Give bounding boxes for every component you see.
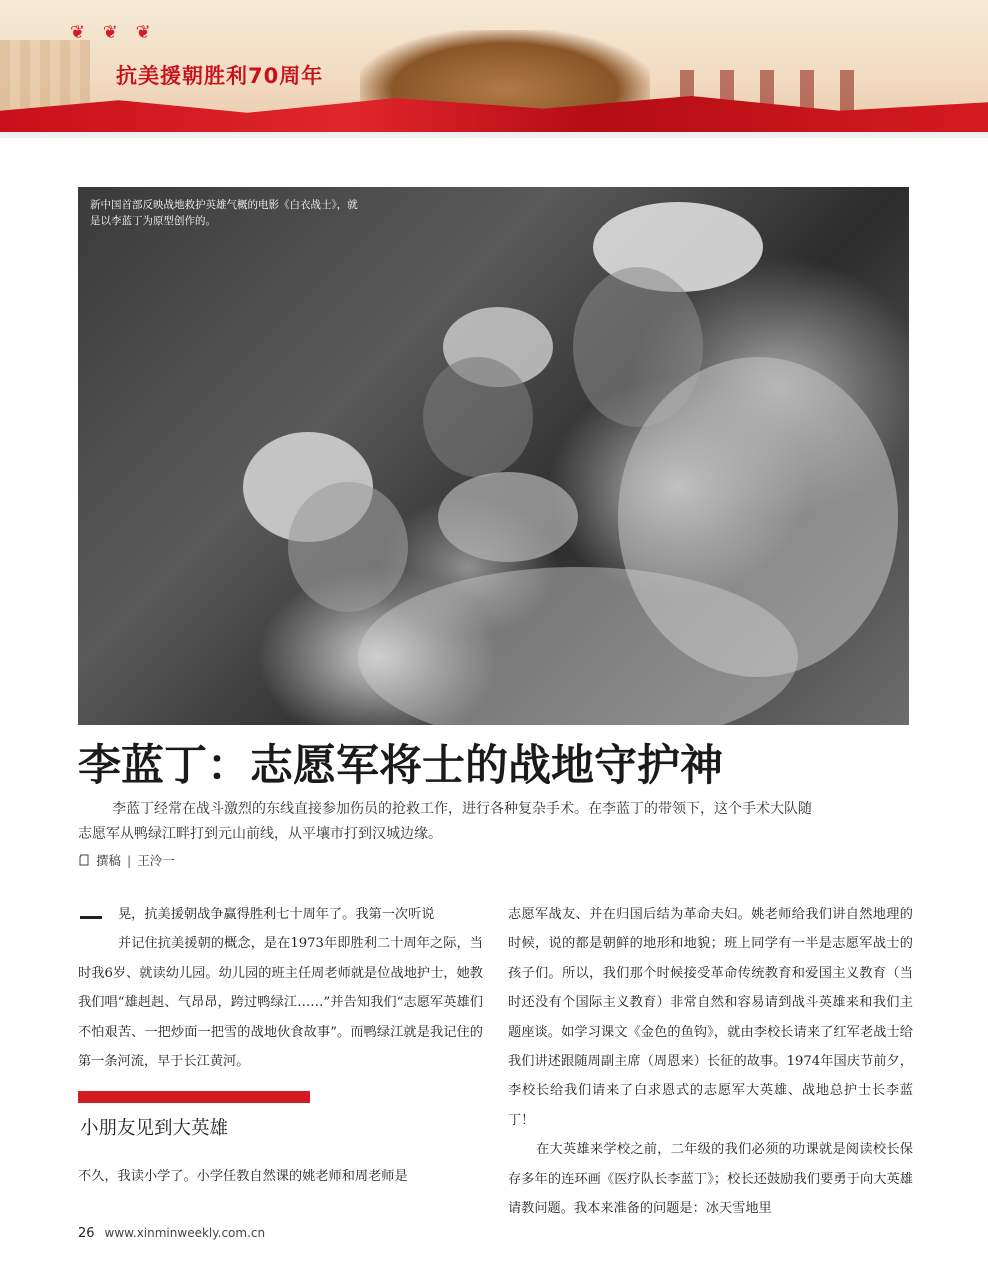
body-column-left	[78, 900, 483, 1076]
photo-figures-graphic	[78, 187, 909, 725]
byline-separator: |	[127, 852, 132, 868]
page-footer	[78, 1226, 265, 1241]
byline-label: 撰稿	[96, 853, 122, 868]
byline	[78, 851, 175, 869]
banner-divider	[0, 132, 988, 138]
article-lede: 李蓝丁经常在战斗激烈的东线直接参加伤员的抢救工作，进行各种复杂手术。在李蓝丁的带领下，这个手术大队随志愿军从鸭绿江畔打到元山前线，从平壤市打到汉城边缘。	[78, 801, 812, 842]
page-number: 26	[78, 1226, 95, 1241]
paragraph-4: 在大英雄来学校之前，二年级的我们必须的功课就是阅读校长保存多年的连环画《医疗队长李蓝丁》；校长还鼓励我们要勇于向大英雄请教问题。我本来准备的问题是：冰天雪地里	[508, 1142, 913, 1217]
website-url: www.xinminweekly.com.cn	[104, 1226, 266, 1240]
paragraph-3: 志愿军战友、并在归国后结为革命夫妇。姚老师给我们讲自然地理的时候，说的都是朝鲜的地形和地貌；班上同学有一半是志愿军战士的孩子们。所以，我们那个时候接受革命传统教育和爱国主义教育（当时还没有个国际主义教育）非常自然和容易请到战斗英雄来和我们主题座谈。如学习课文《金色的鱼钩》，就由李校长请来了红军老战士给我们讲述跟随周副主席（周恩来）长征的故事。1974年国庆节前夕，李校长给我们请来了白求恩式的志愿军大英雄、战地总护士长李蓝丁！	[508, 907, 913, 1128]
paragraph-2: 不久，我读小学了。小学任教自然课的姚老师和周老师是	[78, 1169, 408, 1184]
byline-author: 王泠一	[137, 853, 175, 868]
paragraph-1-body: 并记住抗美援朝的概念，是在1973年即胜利二十周年之际，当时我6岁、就读幼儿园。幼儿园的班主任周老师就是位战地护士，她教我们唱“雄赳赳、气昂昂，跨过鸭绿江……”并告知我们“志愿军英雄们不怕艰苦、一把炒面一把雪的战地伙食故事”。而鸭绿江就是我记住的第一条河流，早于长江黄河。	[78, 936, 483, 1070]
section-accent-bar	[78, 1091, 310, 1103]
section-title: 抗美援朝胜利70周年	[116, 64, 324, 88]
doves-icon: ❦ ❦ ❦	[70, 22, 157, 43]
photo-caption: 新中国首部反映战地救护英雄气概的电影《白衣战士》，就是以李蓝丁为原型创作的。	[90, 199, 358, 227]
header-banner	[0, 0, 988, 138]
article-headline: 李蓝丁：志愿军将士的战地守护神	[78, 741, 723, 791]
paragraph-1-line-1: 晃，抗美援朝战争赢得胜利七十周年了。我第一次听说	[118, 907, 435, 922]
body-column-right	[508, 900, 913, 1223]
film-still-photo	[78, 187, 909, 725]
edit-document-icon	[78, 854, 90, 866]
body-column-left-lower	[78, 1162, 483, 1191]
section-subheading: 小朋友见到大英雄	[80, 1118, 229, 1139]
